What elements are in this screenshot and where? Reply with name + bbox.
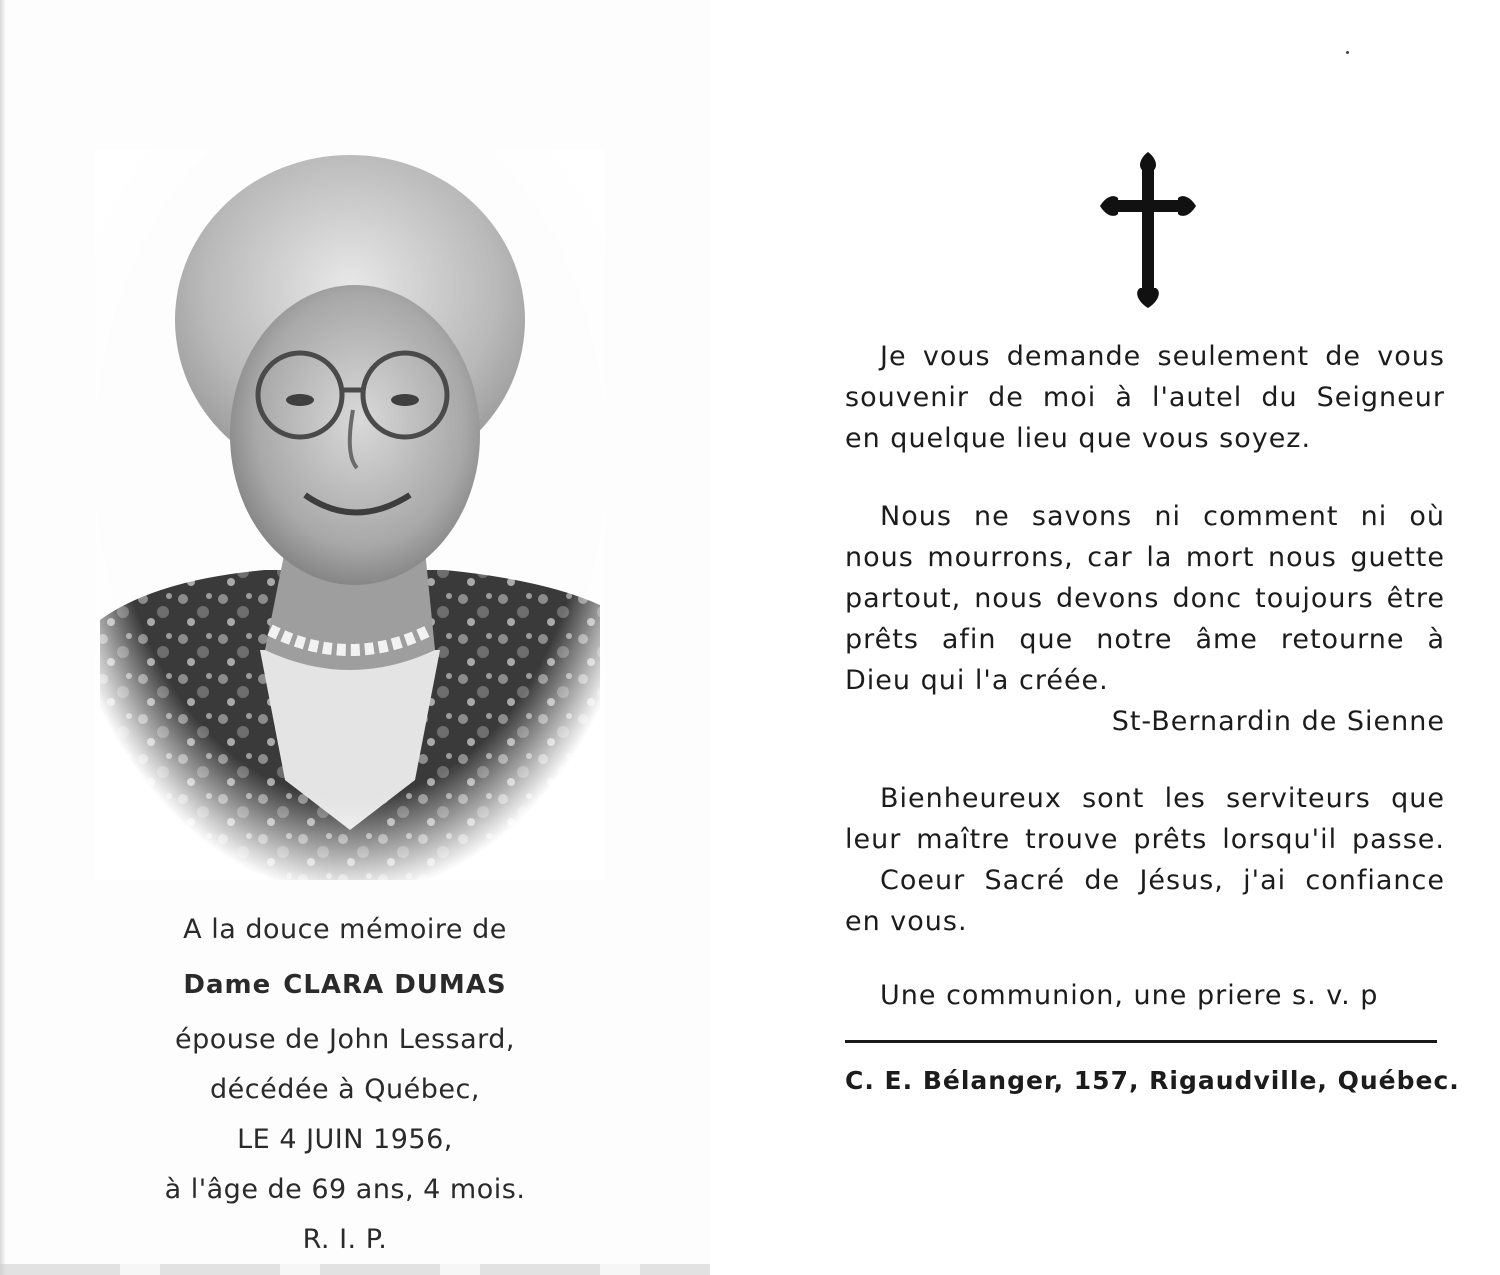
prayer-line: en vous. <box>845 906 968 937</box>
prayer-line: souvenir de moi à l'autel du Seigneur <box>845 382 1445 413</box>
scan-edge-left <box>0 0 6 1275</box>
prayer-line: Coeur Sacré de Jésus, j'ai confiance <box>880 865 1445 896</box>
prayer-request <box>845 975 1445 1016</box>
prayer-line: en quelque lieu que vous soyez. <box>845 423 1312 454</box>
deceased-name-line <box>95 955 595 1015</box>
death-place-line: décédée à Québec, <box>210 1074 480 1105</box>
divider-line <box>845 1040 1437 1043</box>
scan-edge-bottom <box>0 1264 710 1275</box>
prayer-line: Nous ne savons ni comment ni où <box>880 501 1445 532</box>
death-date-line: LE 4 JUIN 1956, <box>237 1124 453 1155</box>
prayer-line: Dieu qui l'a créée. <box>845 665 1109 696</box>
prayer-line: Bienheureux sont les serviteurs que <box>880 783 1445 814</box>
prayer-line: Je vous demande seulement de vous <box>880 341 1445 372</box>
memorial-card-front <box>0 0 710 1275</box>
prayer-line: leur maître trouve prêts lorsqu'il passe. <box>845 824 1445 855</box>
quote-attribution: St-Bernardin de Sienne <box>1111 706 1445 737</box>
prayer-line: prêts afin que notre âme retourne à <box>845 624 1445 655</box>
prayer-line: partout, nous devons donc toujours être <box>845 583 1445 614</box>
printer-credit: C. E. Bélanger, 157, Rigaudville, Québec. <box>845 1066 1460 1095</box>
prayer-request-line: Une communion, une priere s. v. p <box>880 980 1379 1011</box>
portrait-photo <box>95 150 605 880</box>
cross-icon <box>1100 152 1196 308</box>
age-line: à l'âge de 69 ans, 4 mois. <box>164 1174 526 1205</box>
memorial-text <box>95 905 595 1265</box>
prayer-line: nous mourrons, car la mort nous guette <box>845 542 1445 573</box>
deceased-name: CLARA DUMAS <box>283 970 507 1000</box>
spouse-line: épouse de John Lessard, <box>175 1024 515 1055</box>
prayer-paragraph-1 <box>845 336 1445 459</box>
dust-speck <box>1346 51 1349 54</box>
memorial-intro: A la douce mémoire de <box>183 914 507 945</box>
prayer-paragraph-2 <box>845 496 1445 742</box>
rip-line: R. I. P. <box>302 1224 388 1255</box>
prayer-paragraph-3 <box>845 778 1445 942</box>
deceased-honorific: Dame <box>183 970 272 1000</box>
